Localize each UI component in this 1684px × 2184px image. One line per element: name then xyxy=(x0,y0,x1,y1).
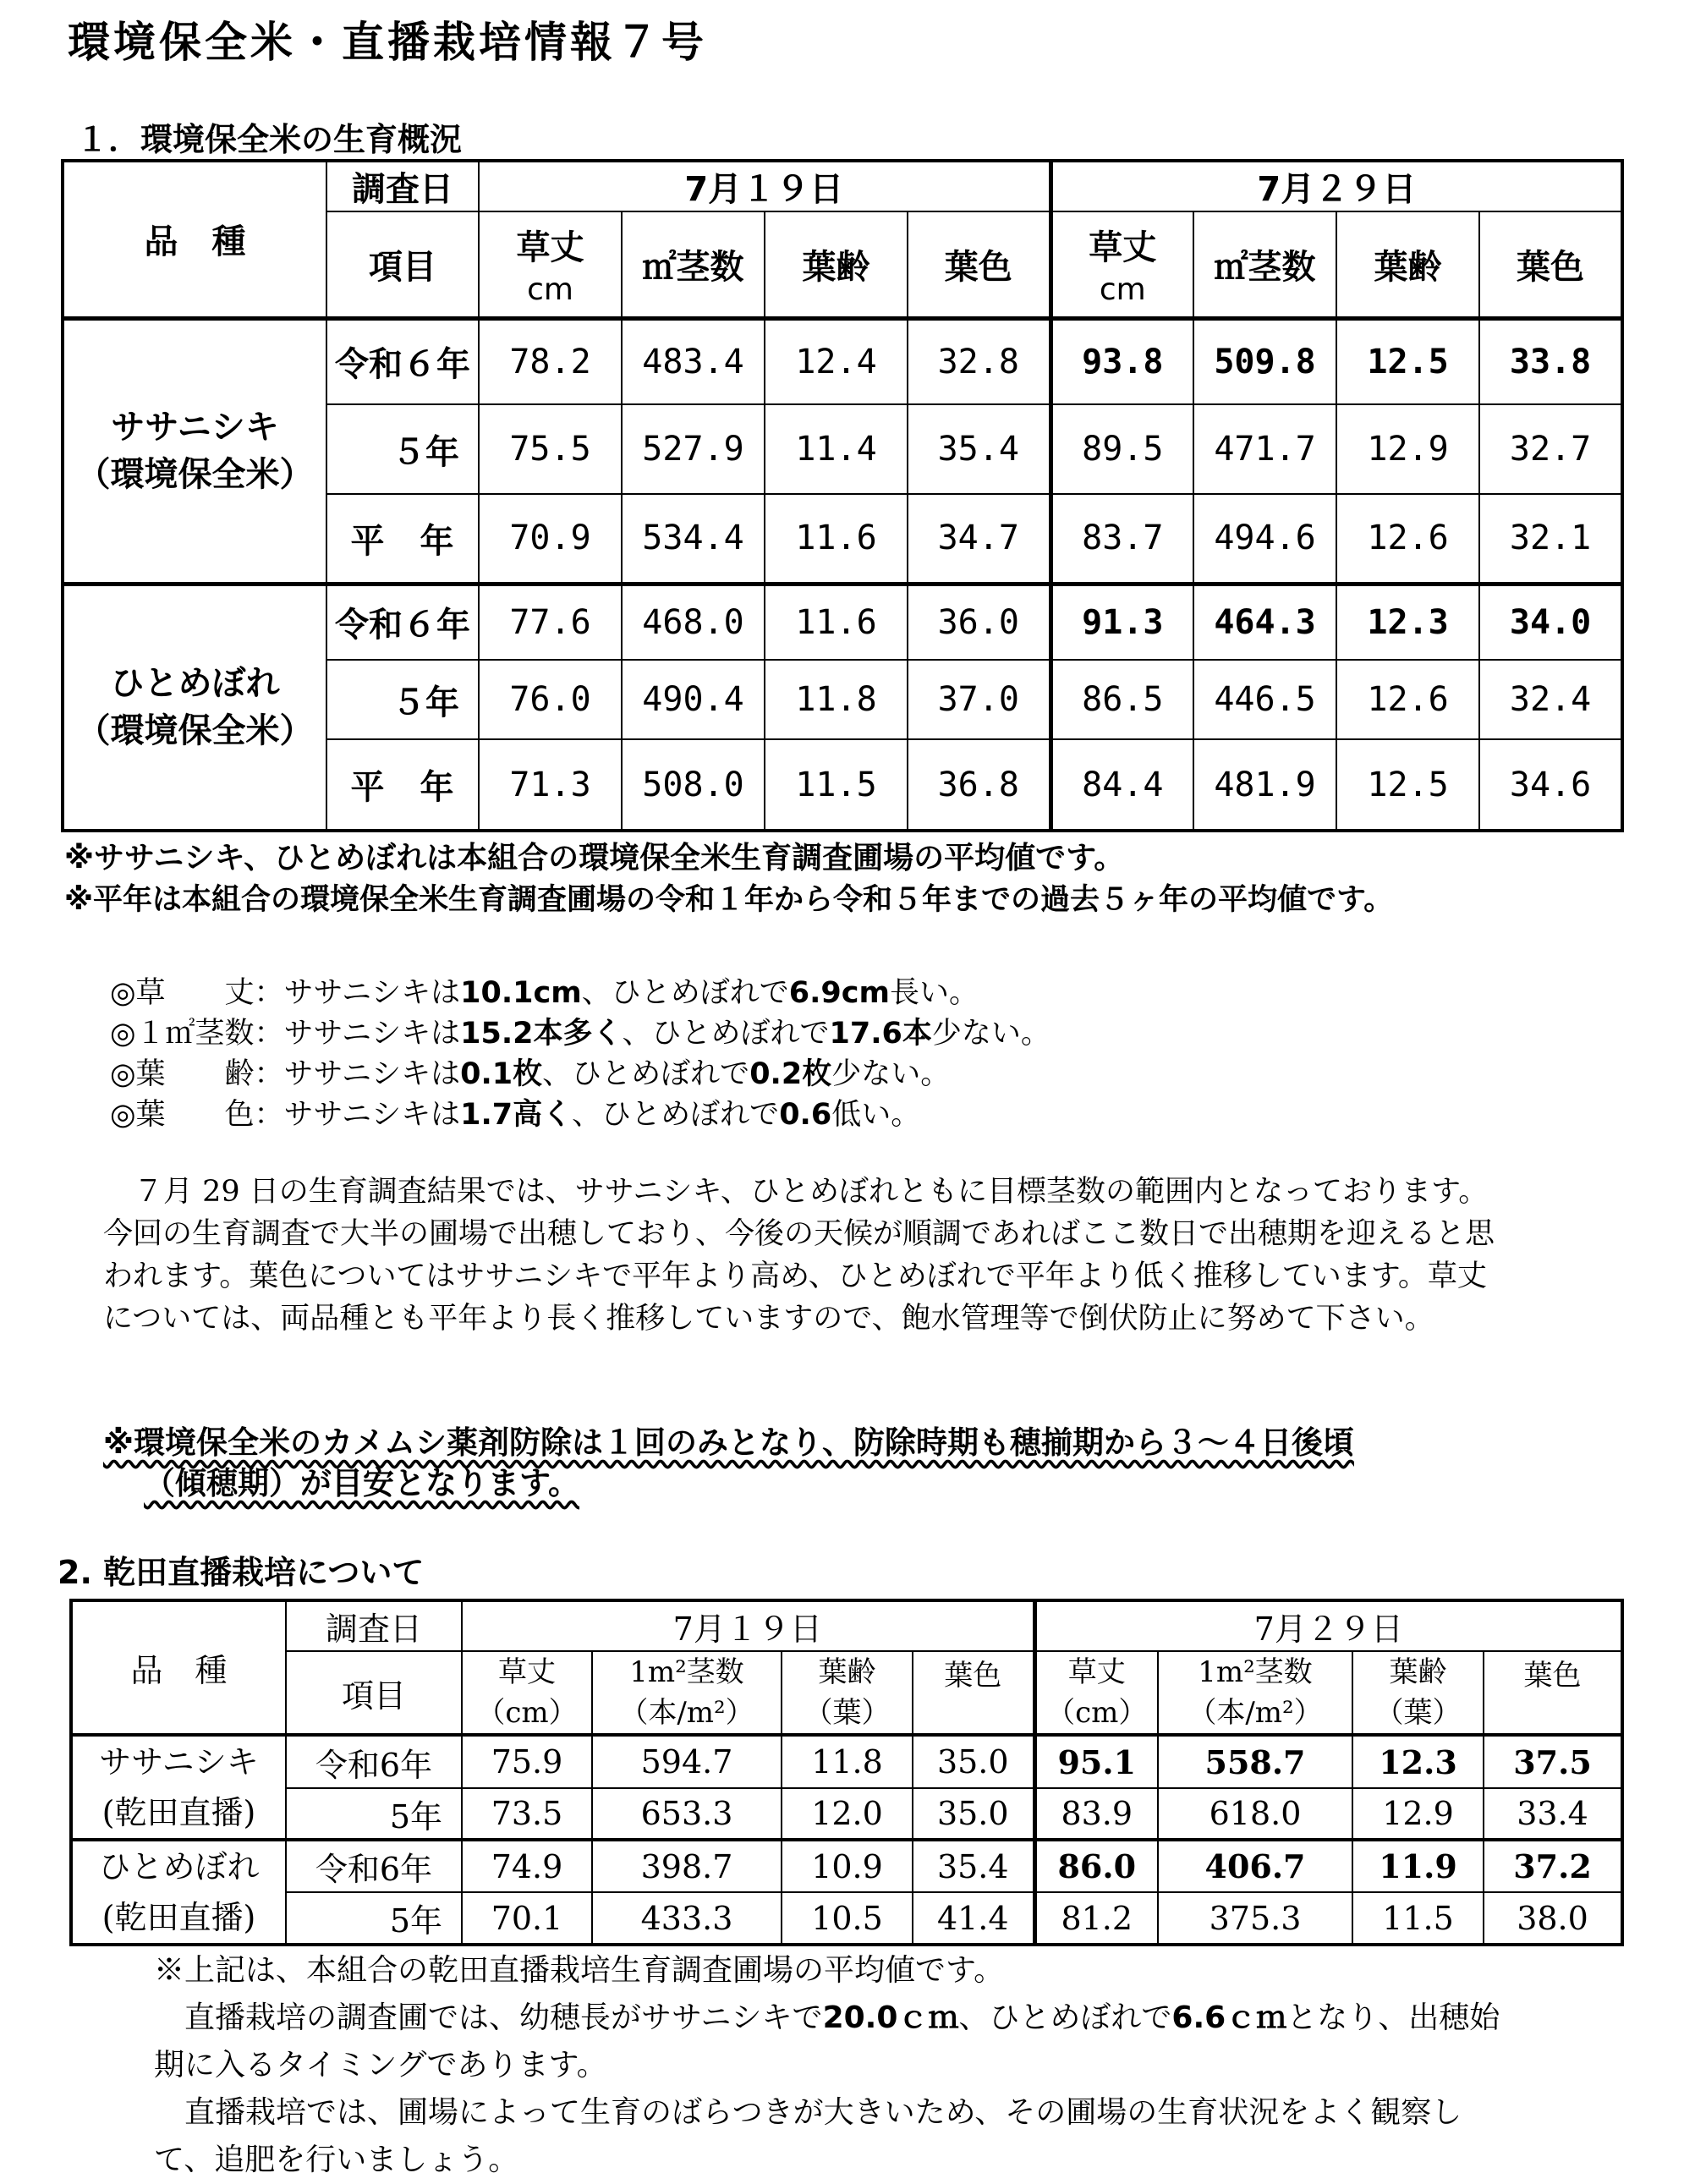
table-note: ※平年は本組合の環境保全米生育調査圃場の令和１年から令和５年までの過去５ヶ年の平均値です。 xyxy=(64,883,1394,917)
header-col-stems: 1m²茎数 （本/m²） xyxy=(592,1651,782,1735)
value-cell: 446.5 xyxy=(1193,660,1336,739)
table-row xyxy=(71,1892,1622,1945)
value-cell: 74.9 xyxy=(462,1840,592,1892)
row-label: 平 年 xyxy=(326,739,479,831)
value-cell: 406.7 xyxy=(1158,1840,1352,1892)
value-cell: 10.5 xyxy=(782,1892,913,1945)
value-cell: 464.3 xyxy=(1193,584,1336,660)
header-col-leaf-color: 葉色 xyxy=(1479,211,1622,318)
direct-seeding-growth-table xyxy=(69,1599,1624,1946)
value-cell: 35.4 xyxy=(908,404,1050,494)
comparison-item: ◎葉 齢：ササニシキは0.1枚、ひとめぼれで0.2枚少ない。 xyxy=(110,1057,951,1091)
value-cell: 33.8 xyxy=(1479,318,1622,404)
header-item: 項目 xyxy=(326,211,479,318)
value-cell: 11.8 xyxy=(782,1735,913,1788)
header-col-stems: ㎡茎数 xyxy=(622,211,765,318)
row-label: 平 年 xyxy=(326,494,479,584)
value-cell: 78.2 xyxy=(479,318,622,404)
section1-heading: １．環境保全米の生育概況 xyxy=(76,121,463,158)
header-col-stems: 1m²茎数 （本/m²） xyxy=(1158,1651,1352,1735)
header-variety: 品 種 xyxy=(63,161,326,318)
table-row xyxy=(63,584,1622,660)
value-cell: 12.0 xyxy=(782,1788,913,1840)
value-cell: 36.8 xyxy=(908,739,1050,831)
header-variety: 品 種 xyxy=(71,1600,286,1735)
value-cell: 38.0 xyxy=(1484,1892,1622,1945)
value-cell: 12.9 xyxy=(1336,404,1479,494)
value-cell: 12.5 xyxy=(1336,739,1479,831)
value-cell: 618.0 xyxy=(1158,1788,1352,1840)
value-cell: 509.8 xyxy=(1193,318,1336,404)
value-cell: 375.3 xyxy=(1158,1892,1352,1945)
value-cell: 83.9 xyxy=(1034,1788,1158,1840)
value-cell: 12.9 xyxy=(1352,1788,1484,1840)
header-col-leaf-color: 葉色 xyxy=(1484,1651,1622,1735)
value-cell: 89.5 xyxy=(1050,404,1193,494)
value-cell: 471.7 xyxy=(1193,404,1336,494)
value-cell: 32.7 xyxy=(1479,404,1622,494)
value-cell: 75.5 xyxy=(479,404,622,494)
value-cell: 398.7 xyxy=(592,1840,782,1892)
value-cell: 32.1 xyxy=(1479,494,1622,584)
value-cell: 10.9 xyxy=(782,1840,913,1892)
variety-cell: ひとめぼれ (乾田直播) xyxy=(71,1840,286,1945)
warning-line: ※環境保全米のカメムシ薬剤防除は１回のみとなり、防除時期も穂揃期から３～４日後頃 xyxy=(103,1424,1354,1461)
growth-summary-paragraph: ７月 29 日の生育調査結果では、ササニシキ、ひとめぼれともに目標茎数の範囲内となっております。今回の生育調査で大半の圃場で出穂しており、今後の天候が順調であればここ数日で出穂期を迎えると思われます。葉色についてはササニシキで平年より高め、ひとめぼれで平年より低く推移しています。草丈については、両品種とも平年より長く推移していますので、飽水管理等で倒伏防止に努めて下さい。 xyxy=(103,1175,1495,1336)
value-cell: 12.4 xyxy=(765,318,908,404)
value-cell: 534.4 xyxy=(622,494,765,584)
pest-control-warning xyxy=(103,1423,1354,1504)
row-label: 令和６年 xyxy=(326,584,479,660)
value-cell: 12.6 xyxy=(1336,494,1479,584)
comparison-item: ◎草 丈：ササニシキは10.1cm、ひとめぼれで6.9cm長い。 xyxy=(110,976,979,1010)
value-cell: 33.4 xyxy=(1484,1788,1622,1840)
value-cell: 653.3 xyxy=(592,1788,782,1840)
value-cell: 558.7 xyxy=(1158,1735,1352,1788)
header-survey-date: 調査日 xyxy=(286,1600,462,1651)
value-cell: 71.3 xyxy=(479,739,622,831)
value-cell: 11.5 xyxy=(1352,1892,1484,1945)
header-date-2: 7月２９日 xyxy=(1034,1600,1622,1651)
value-cell: 11.6 xyxy=(765,584,908,660)
value-cell: 433.3 xyxy=(592,1892,782,1945)
row-label: 令和6年 xyxy=(286,1735,462,1788)
header-col-leaf-age: 葉齢 （葉） xyxy=(782,1651,913,1735)
value-cell: 86.0 xyxy=(1034,1840,1158,1892)
value-cell: 12.3 xyxy=(1336,584,1479,660)
value-cell: 490.4 xyxy=(622,660,765,739)
value-cell: 36.0 xyxy=(908,584,1050,660)
comparison-item: ◎１㎡茎数：ササニシキは15.2本多く、ひとめぼれで17.6本少ない。 xyxy=(110,1017,1050,1051)
value-cell: 594.7 xyxy=(592,1735,782,1788)
row-label: 5年 xyxy=(286,1892,462,1945)
page-title: 環境保全米・直播栽培情報７号 xyxy=(68,18,707,67)
fertilizer-advice-paragraph: 直播栽培では、圃場によって生育のばらつきが大きいため、その圃場の生育状況をよく観察して、追肥を行いましょう。 xyxy=(154,2095,1462,2177)
row-label: ５年 xyxy=(326,660,479,739)
header-col-stems: ㎡茎数 xyxy=(1193,211,1336,318)
header-date-1: 7月１９日 xyxy=(462,1600,1034,1651)
header-col-leaf-age: 葉齢 （葉） xyxy=(1352,1651,1484,1735)
header-col-leaf-color: 葉色 xyxy=(908,211,1050,318)
table-row xyxy=(63,318,1622,404)
value-cell: 70.1 xyxy=(462,1892,592,1945)
value-cell: 75.9 xyxy=(462,1735,592,1788)
value-cell: 527.9 xyxy=(622,404,765,494)
variety-cell: ひとめぼれ （環境保全米） xyxy=(63,584,326,831)
header-date-1: 7月１９日 xyxy=(479,161,1050,211)
value-cell: 32.4 xyxy=(1479,660,1622,739)
header-col-height: 草丈 （cm） xyxy=(1034,1651,1158,1735)
header-item: 項目 xyxy=(286,1651,462,1735)
value-cell: 12.3 xyxy=(1352,1735,1484,1788)
header-col-leaf-age: 葉齢 xyxy=(765,211,908,318)
header-date-2: 7月２９日 xyxy=(1050,161,1622,211)
value-cell: 468.0 xyxy=(622,584,765,660)
value-cell: 95.1 xyxy=(1034,1735,1158,1788)
table-row xyxy=(71,1735,1622,1788)
header-col-height: 草丈 （cm） xyxy=(462,1651,592,1735)
value-cell: 34.0 xyxy=(1479,584,1622,660)
value-cell: 70.9 xyxy=(479,494,622,584)
value-cell: 41.4 xyxy=(913,1892,1034,1945)
value-cell: 34.6 xyxy=(1479,739,1622,831)
value-cell: 11.8 xyxy=(765,660,908,739)
value-cell: 11.5 xyxy=(765,739,908,831)
value-cell: 12.5 xyxy=(1336,318,1479,404)
value-cell: 37.5 xyxy=(1484,1735,1622,1788)
value-cell: 84.4 xyxy=(1050,739,1193,831)
environmental-rice-growth-table xyxy=(61,159,1624,832)
value-cell: 483.4 xyxy=(622,318,765,404)
table-row xyxy=(71,1840,1622,1892)
header-col-height: 草丈 cm xyxy=(1050,211,1193,318)
value-cell: 35.0 xyxy=(913,1788,1034,1840)
direct-seeding-notes xyxy=(154,1947,1507,2184)
value-cell: 77.6 xyxy=(479,584,622,660)
table-note: ※ササニシキ、ひとめぼれは本組合の環境保全米生育調査圃場の平均値です。 xyxy=(64,841,1125,875)
value-cell: 35.4 xyxy=(913,1840,1034,1892)
value-cell: 11.4 xyxy=(765,404,908,494)
header-col-leaf-age: 葉齢 xyxy=(1336,211,1479,318)
value-cell: 37.0 xyxy=(908,660,1050,739)
value-cell: 91.3 xyxy=(1050,584,1193,660)
variety-cell: ササニシキ (乾田直播) xyxy=(71,1735,286,1840)
value-cell: 81.2 xyxy=(1034,1892,1158,1945)
row-label: 5年 xyxy=(286,1788,462,1840)
value-cell: 481.9 xyxy=(1193,739,1336,831)
comparison-item: ◎葉 色：ササニシキは1.7高く、ひとめぼれで0.6低い。 xyxy=(110,1098,921,1132)
value-cell: 11.9 xyxy=(1352,1840,1484,1892)
value-cell: 12.6 xyxy=(1336,660,1479,739)
value-cell: 11.6 xyxy=(765,494,908,584)
value-cell: 93.8 xyxy=(1050,318,1193,404)
value-cell: 86.5 xyxy=(1050,660,1193,739)
warning-line: （傾穂期）が目安となります。 xyxy=(144,1465,580,1501)
value-cell: 35.0 xyxy=(913,1735,1034,1788)
value-cell: 73.5 xyxy=(462,1788,592,1840)
value-cell: 83.7 xyxy=(1050,494,1193,584)
header-col-leaf-color: 葉色 xyxy=(913,1651,1034,1735)
header-survey-date: 調査日 xyxy=(326,161,479,211)
row-label: 令和６年 xyxy=(326,318,479,404)
variety-cell: ササニシキ （環境保全米） xyxy=(63,318,326,584)
value-cell: 76.0 xyxy=(479,660,622,739)
value-cell: 508.0 xyxy=(622,739,765,831)
section2-heading: 2. 乾田直播栽培について xyxy=(58,1554,425,1591)
row-label: 令和6年 xyxy=(286,1840,462,1892)
value-cell: 37.2 xyxy=(1484,1840,1622,1892)
table-note: ※上記は、本組合の乾田直播栽培生育調査圃場の平均値です。 xyxy=(154,1953,1005,1988)
table-row xyxy=(71,1788,1622,1840)
row-label: ５年 xyxy=(326,404,479,494)
value-cell: 494.6 xyxy=(1193,494,1336,584)
value-cell: 32.8 xyxy=(908,318,1050,404)
value-cell: 34.7 xyxy=(908,494,1050,584)
header-col-height: 草丈 cm xyxy=(479,211,622,318)
panicle-length-paragraph: 直播栽培の調査圃では、幼穂長がササニシキで20.0ｃｍ、ひとめぼれで6.6ｃｍとなり、出穂始期に入るタイミングであります。 xyxy=(154,2000,1500,2082)
